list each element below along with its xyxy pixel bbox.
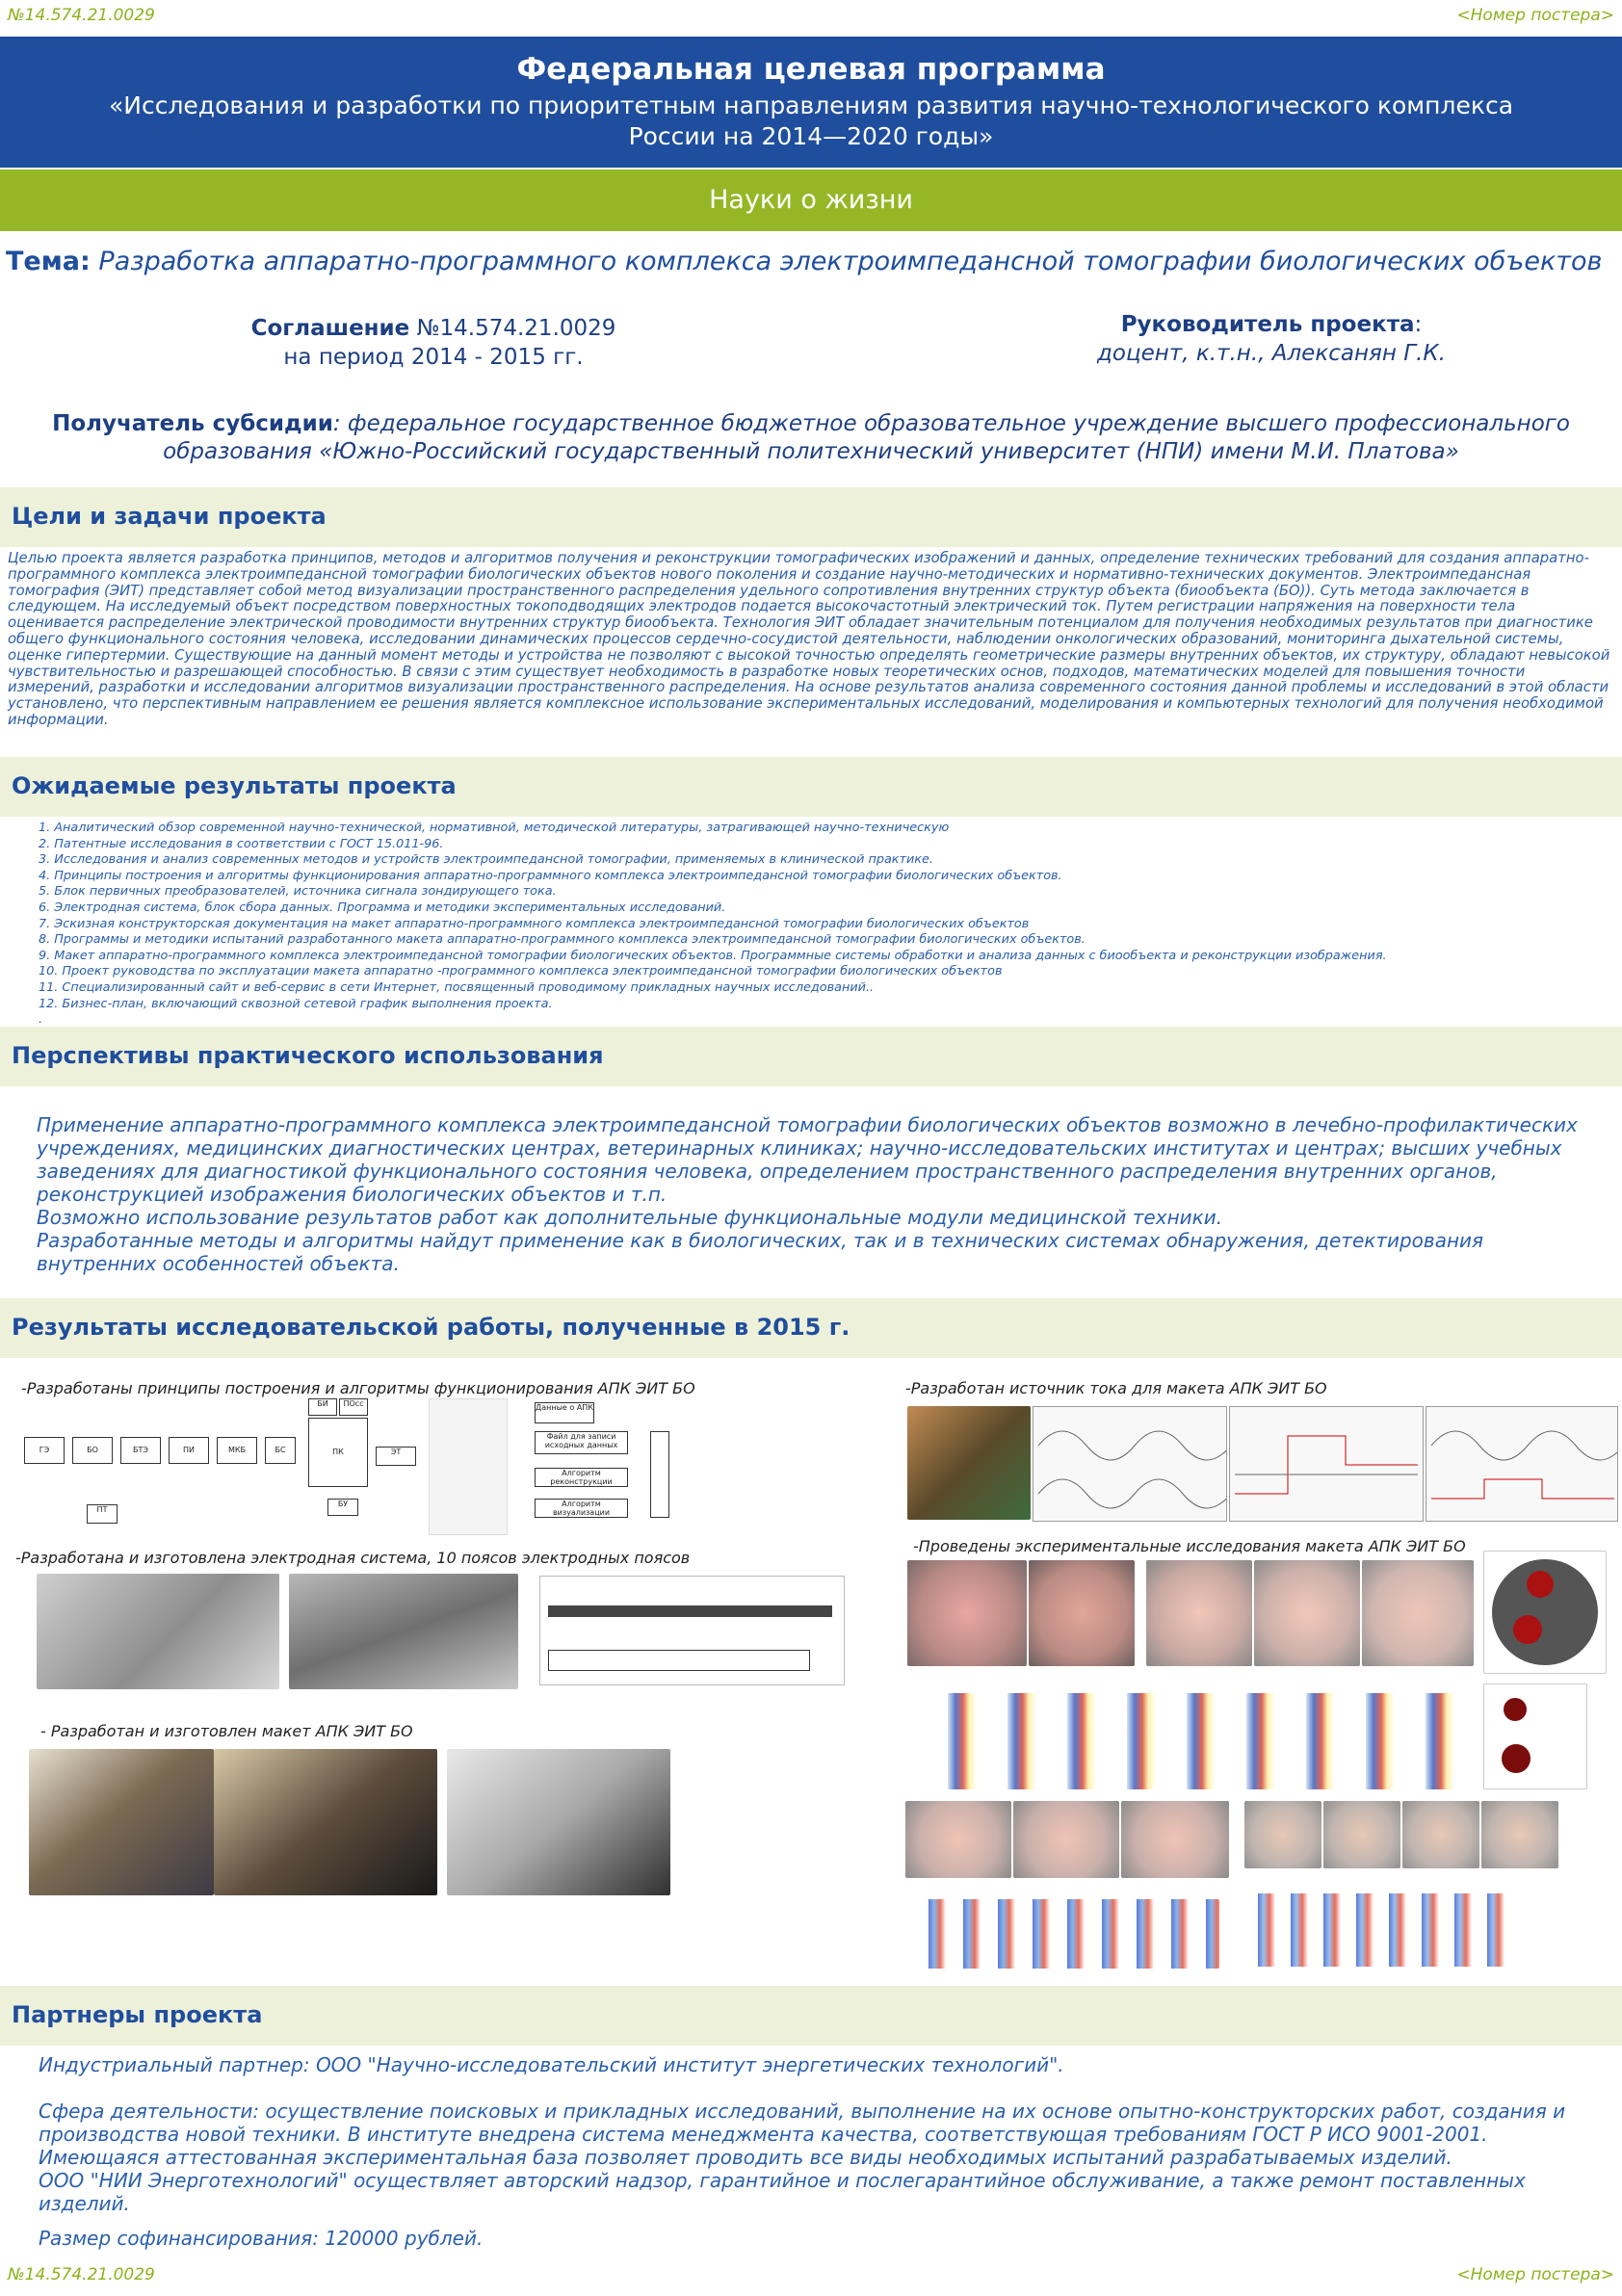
electrode-photo-1 bbox=[37, 1574, 279, 1689]
results-title: Результаты исследовательской работы, полученные в 2015 г. bbox=[12, 1314, 850, 1341]
reconstruction-row-3 bbox=[1243, 1893, 1512, 1967]
reconstruction-row-1 bbox=[917, 1693, 1476, 1789]
diagram-block: ЭТ bbox=[376, 1447, 416, 1466]
list-item: . bbox=[39, 1012, 43, 1028]
waveform-3-plot bbox=[1426, 1407, 1617, 1521]
waveform-2 bbox=[1229, 1406, 1424, 1522]
perspective-line: Применение аппаратно-программного комплекса электроимпедансной томографии биологических объектов возможно в лечебно-профилактических учреждениях, медицинских диагностических центрах, ветеринарных клиниках; научно-исследовательских институтах и центрах; высших учебных заведениях для диагностикой функционального состояния человека, определением пространственного распределения внутренних органов, реконструкцией изображения биологических объектов и т.п. bbox=[37, 1113, 1578, 1206]
diagram-block: БУ bbox=[327, 1499, 358, 1516]
experiment-photo-2 bbox=[1029, 1560, 1135, 1666]
experiment-photo-6 bbox=[905, 1801, 1011, 1878]
current-source-photo bbox=[907, 1406, 1031, 1520]
theme-label: Тема: bbox=[6, 247, 91, 276]
perspectives-text bbox=[37, 1113, 1597, 1275]
waveform-3 bbox=[1426, 1406, 1618, 1522]
results-header bbox=[0, 1298, 1622, 1358]
leader-label: Руководитель проекта bbox=[1120, 312, 1415, 337]
perspectives-title: Перспективы практического использования bbox=[12, 1042, 604, 1069]
list-item: 2. Патентные исследования в соответствии с ГОСТ 15.011-96. bbox=[39, 836, 444, 851]
goals-title: Цели и задачи проекта bbox=[12, 503, 327, 530]
waveform-2-plot bbox=[1230, 1407, 1423, 1521]
experiment-photo-12 bbox=[1481, 1801, 1558, 1868]
caption-current-source: -Разработан источник тока для макета АПК ЭИТ БО bbox=[905, 1379, 1327, 1397]
list-item: 8. Программы и методики испытаний разработанного макета аппаратно-программного комплекса электроимпедансной томографии биологических объектов. bbox=[39, 932, 1086, 948]
agreement bbox=[193, 314, 674, 372]
list-item: 3. Исследования и анализ современных методов и устройств электроимпедансной томографии, применяемых в клинической практике. bbox=[39, 852, 933, 868]
electrode-belt-drawing bbox=[539, 1576, 845, 1685]
leader-name: доцент, к.т.н., Алексанян Г.К. bbox=[1097, 341, 1446, 366]
experiment-photo-10 bbox=[1323, 1801, 1400, 1868]
agreement-period: на период 2014 - 2015 гг. bbox=[283, 345, 584, 370]
science-area-band: Науки о жизни bbox=[0, 170, 1622, 231]
list-item: 11. Специализированный сайт и веб-сервис в сети Интернет, посвященный проводимому прикладных научных исследований.. bbox=[39, 979, 875, 995]
diagram-block: Алгоритм реконструкции bbox=[535, 1468, 628, 1487]
program-header bbox=[0, 37, 1622, 168]
diagram-block: ПИ bbox=[169, 1437, 209, 1464]
recipient-label: Получатель субсидии bbox=[52, 411, 333, 436]
experiment-photo-4 bbox=[1254, 1560, 1360, 1666]
diagram-block: БИ bbox=[308, 1398, 337, 1416]
partner-supervision: ООО "НИИ Энерготехнологий" осуществляет авторский надзор, гарантийное и послегарантийное обслуживание, а также ремонт поставленных изделий. bbox=[39, 2169, 1526, 2215]
flowchart-small bbox=[429, 1398, 508, 1535]
experiment-photo-5 bbox=[1362, 1560, 1474, 1666]
industrial-partner: Индустриальный партнер: ООО "Научно-исследовательский институт энергетических технологий". bbox=[39, 2053, 1064, 2076]
list-item: 1. Аналитический обзор современной научно-технической, нормативной, методической литературы, затрагивающей научно-техническую bbox=[39, 821, 950, 835]
poster-number-bottom: №14.574.21.0029 bbox=[8, 2265, 155, 2284]
leader-colon: : bbox=[1414, 312, 1423, 337]
partners-title: Партнеры проекта bbox=[12, 2001, 263, 2028]
experiment-photo-3 bbox=[1146, 1560, 1252, 1666]
algorithm-diagram bbox=[535, 1402, 679, 1532]
waveform-1-plot bbox=[1033, 1407, 1226, 1521]
diagram-block: МКБ bbox=[217, 1437, 257, 1464]
recipient-text: : федеральное государственное бюджетное образовательное учреждение высшего профессионального образования «Южно-Российский государственный политехнический университет (НПИ) имени М.И. Платова» bbox=[163, 411, 1570, 464]
list-item: 12. Бизнес-план, включающий сквозной сетевой график выполнения проекта. bbox=[39, 996, 553, 1011]
expected-list bbox=[39, 821, 1599, 1029]
diagram-block: ПК bbox=[308, 1418, 368, 1487]
agreement-number: №14.574.21.0029 bbox=[416, 316, 616, 341]
program-subtitle: «Исследования и разработки по приоритетным направлениям развития научно-технологического комплекса России на 2014—2020 годы» bbox=[108, 91, 1514, 150]
caption-principles: -Разработаны принципы построения и алгоритмы функционирования АПК ЭИТ БО bbox=[21, 1379, 695, 1397]
project-leader bbox=[1021, 310, 1522, 368]
experiment-photo-7 bbox=[1013, 1801, 1119, 1878]
theme-text: Разработка аппаратно-программного комплекса электроимпедансной томографии биологических объектов bbox=[98, 247, 1603, 276]
list-item: 9. Макет аппаратно-программного комплекса электроимпедансной томографии биологических объектов. Программные системы обработки и анализа данных с биообъекта и реконструкции изображения. bbox=[39, 948, 1387, 963]
subsidy-recipient bbox=[19, 410, 1603, 466]
diagram-block: ПТ bbox=[87, 1504, 118, 1524]
waveform-1 bbox=[1033, 1406, 1227, 1522]
block-diagram bbox=[19, 1398, 424, 1533]
electrode-photo-2 bbox=[289, 1574, 518, 1689]
poster-placeholder-bottom: <Номер постера> bbox=[1456, 2265, 1614, 2284]
expected-title: Ожидаемые результаты проекта bbox=[12, 772, 457, 799]
partners-header bbox=[0, 1986, 1622, 2046]
list-item: 7. Эскизная конструкторская документация на макет аппаратно-программного комплекса электроимпедансной томографии биологических объектов bbox=[39, 916, 1030, 931]
agreement-label: Соглашение bbox=[250, 316, 410, 341]
diagram-side-block bbox=[650, 1431, 669, 1518]
theme bbox=[6, 247, 1616, 276]
caption-experiments: -Проведены экспериментальные исследования макета АПК ЭИТ БО bbox=[913, 1537, 1466, 1555]
experiment-photo-11 bbox=[1402, 1801, 1479, 1868]
diagram-block: ПОсс bbox=[339, 1398, 368, 1416]
partner-sphere: Сфера деятельности: осуществление поисковых и прикладных исследований, выполнение на их основе опытно-конструкторских работ, создания и производства новой техники. В институте внедрена система менеджмента качества, соответствующая требованиям ГОСТ Р ИСО 9001-2001. bbox=[39, 2100, 1566, 2146]
experiment-photo-1 bbox=[907, 1560, 1027, 1666]
experiment-photo-8 bbox=[1121, 1801, 1229, 1878]
perspectives-header bbox=[0, 1027, 1622, 1086]
diagram-block: БС bbox=[265, 1437, 296, 1464]
diagram-block: Алгоритм визуализации bbox=[535, 1499, 628, 1518]
experiment-photo-9 bbox=[1244, 1801, 1321, 1868]
list-item: 6. Электродная система, блок сбора данных. Программа и методики экспериментальных исследований. bbox=[39, 900, 726, 915]
diagram-block: БО bbox=[72, 1437, 113, 1464]
expected-header bbox=[0, 757, 1622, 817]
list-item: 10. Проект руководства по эксплуатации макета аппаратно -программного комплекса электроимпедансной томографии биологических объектов bbox=[39, 964, 1003, 979]
list-item: 5. Блок первичных преобразователей, источника сигнала зондирующего тока. bbox=[39, 884, 557, 900]
reconstruction-target bbox=[1483, 1683, 1587, 1789]
poster-number-top: №14.574.21.0029 bbox=[8, 6, 155, 25]
caption-prototype: - Разработан и изготовлен макет АПК ЭИТ БО bbox=[40, 1722, 413, 1740]
prototype-photo-1 bbox=[29, 1749, 214, 1895]
mesh-model bbox=[1483, 1551, 1607, 1674]
partner-base: Имеющаяся аттестованная экспериментальная база позволяет проводить все виды необходимых испытаний разрабатываемых изделий. bbox=[39, 2146, 1452, 2169]
reconstruction-row-2 bbox=[911, 1899, 1219, 1969]
prototype-photo-2 bbox=[214, 1749, 437, 1895]
perspective-line: Возможно использование результатов работ как дополнительные функциональные модули медицинской техники. bbox=[37, 1206, 1223, 1229]
poster-placeholder-top: <Номер постера> bbox=[1456, 6, 1614, 25]
partners-text bbox=[39, 2053, 1599, 2250]
diagram-block: Файл для записи исходных данных bbox=[535, 1431, 628, 1454]
goals-text: Целью проекта является разработка принципов, методов и алгоритмов получения и реконструкции томографических изображений и данных, определение технических требований для создания аппаратно-программного комплекса электроимпедансной томографии биологических объектов нового поколения и создание научно-методических и нормативно-технических документов. Электроимпедансная томография (ЭИТ) представляет собой метод визуализации пространственного распределения удельного сопротивления внутренних структур объекта (биообъекта (БО)). Суть метода заключается в следующем. На исследуемый объект посредством поверхностных токоподводящих электродов подается высокочастотный электрический ток. Путем регистрации напряжения на поверхности тела оценивается распределение электрической проводимости внутренних структур биообъекта. Технология ЭИТ обладает значительным потенциалом для получения необходимых результатов при диагностике общего функционального состояния человека, исследовании динамических процессов сердечно-сосудистой деятельности, наблюдении онкологических образований, мониторинга дыхательной системы, оценке гипертермии. Существующие на данный момент методы и устройства не позволяют с высокой точностью определять геометрические размеры внутренних объектов, их структуру, обладают невысокой чувствительностью и разрешающей способностью. В связи с этим существует необходимость в разработке новых теоретических основ, подходов, математических моделей для повышения точности измерений, разработки и исследовании алгоритмов визуализации пространственного распределения. На основе результатов анализа современного состояния данной проблемы и исследований в этой области установлено, что перспективным направлением ее решения является комплексное использование экспериментальных исследований, моделирования и компьютерных технологий для получения необходимой информации. bbox=[8, 550, 1610, 728]
diagram-block: БТЭ bbox=[120, 1437, 161, 1464]
diagram-block: ГЭ bbox=[24, 1437, 65, 1464]
list-item: 4. Принципы построения и алгоритмы функционирования аппаратно-программного комплекса электроимпедансной томографии биологических объектов. bbox=[39, 868, 1062, 883]
perspective-line: Разработанные методы и алгоритмы найдут применение как в биологических, так и в технических системах обнаружения, детектирования внутренних особенностей объекта. bbox=[37, 1229, 1484, 1275]
cofinancing: Размер софинансирования: 120000 рублей. bbox=[39, 2227, 484, 2250]
caption-electrodes: -Разработана и изготовлена электродная система, 10 поясов электродных поясов bbox=[15, 1549, 691, 1567]
goals-header bbox=[0, 487, 1622, 547]
diagram-block: Данные о АПК bbox=[535, 1402, 594, 1423]
program-title: Федеральная целевая программа bbox=[516, 52, 1106, 87]
prototype-photo-3 bbox=[447, 1749, 670, 1895]
